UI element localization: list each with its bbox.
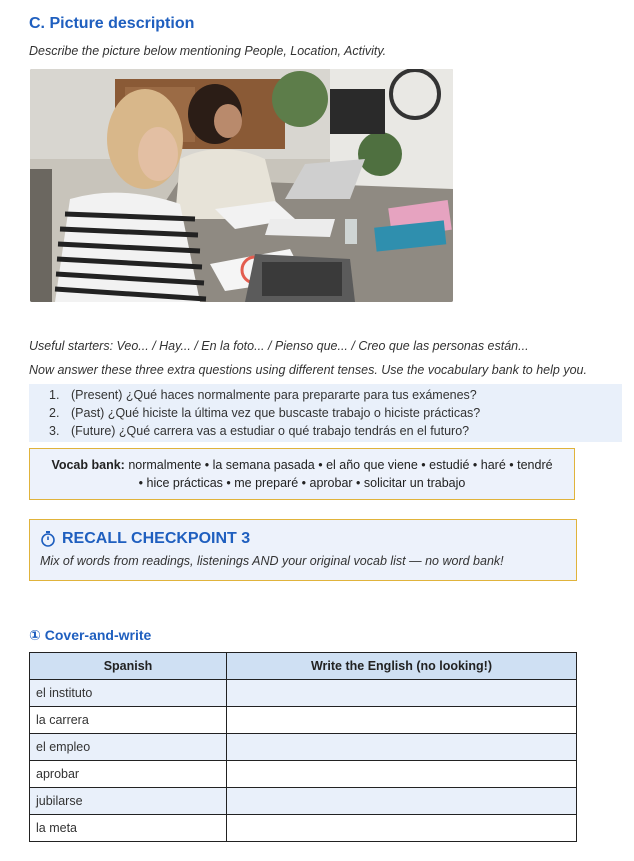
cover-write-table: [29, 652, 577, 842]
table-header-row: [30, 653, 577, 680]
vocab-line-2: • hice prácticas • me preparé • aprobar • solicitar un trabajo: [138, 476, 466, 490]
english-answer-cell[interactable]: [227, 707, 577, 734]
spanish-word: el empleo: [30, 734, 227, 761]
table-row: [30, 761, 577, 788]
vocab-label: Vocab bank:: [51, 458, 125, 472]
recall-checkpoint: [29, 519, 577, 581]
table-row: [30, 707, 577, 734]
cover-write-number: ①: [29, 627, 41, 643]
english-answer-cell[interactable]: [227, 815, 577, 842]
table-row: [30, 788, 577, 815]
office-photo: [30, 69, 453, 302]
col-header-english: Write the English (no looking!): [227, 653, 577, 680]
section-instruction: Describe the picture below mentioning People, Location, Activity.: [29, 44, 387, 58]
english-answer-cell[interactable]: [227, 788, 577, 815]
vocab-bank: [29, 448, 575, 500]
table-row: [30, 815, 577, 842]
stopwatch-icon: [40, 530, 58, 548]
question-item: 1. (Present) ¿Qué haces normalmente para prepararte para tus exámenes?: [49, 388, 477, 402]
useful-starters: Useful starters: Veo... / Hay... / En la foto... / Pienso que... / Creo que las personas están...: [29, 339, 529, 353]
spanish-word: la meta: [30, 815, 227, 842]
cover-write-title: Cover-and-write: [44, 627, 152, 643]
col-header-spanish: Spanish: [30, 653, 227, 680]
question-item: 3. (Future) ¿Qué carrera vas a estudiar o qué trabajo tendrás en el futuro?: [49, 424, 470, 438]
question-list: [29, 384, 622, 442]
spanish-word: jubilarse: [30, 788, 227, 815]
extra-instruction: Now answer these three extra questions using different tenses. Use the vocabulary bank to help you.: [29, 363, 587, 377]
recall-subtitle: Mix of words from readings, listenings AND your original vocab list — no word bank!: [40, 554, 504, 568]
vocab-line-1: normalmente • la semana pasada • el año que viene • estudié • haré • tendré: [128, 458, 553, 472]
english-answer-cell[interactable]: [227, 761, 577, 788]
table-row: [30, 680, 577, 707]
english-answer-cell[interactable]: [227, 734, 577, 761]
table-row: [30, 734, 577, 761]
question-item: 2. (Past) ¿Qué hiciste la última vez que buscaste trabajo o hiciste prácticas?: [49, 406, 481, 420]
recall-title: RECALL CHECKPOINT 3: [62, 530, 251, 547]
section-title: C. Picture description: [29, 15, 195, 32]
spanish-word: aprobar: [30, 761, 227, 788]
spanish-word: la carrera: [30, 707, 227, 734]
cover-write-heading: [29, 627, 151, 644]
english-answer-cell[interactable]: [227, 680, 577, 707]
spanish-word: el instituto: [30, 680, 227, 707]
